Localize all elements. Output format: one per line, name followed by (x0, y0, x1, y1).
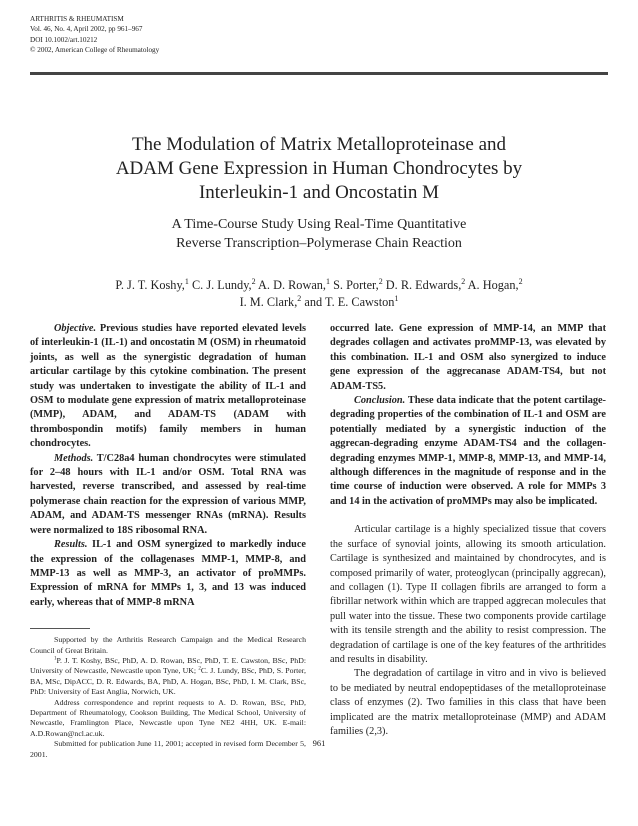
title-line-3: Interleukin-1 and Oncostatin M (198, 182, 440, 203)
article-subtitle (30, 215, 608, 253)
abstract-methods (30, 452, 306, 538)
author-affiliation: 1 (394, 293, 399, 303)
author-affiliation: 2 (518, 276, 523, 286)
authors-line-1 (30, 277, 608, 294)
author-affiliation: 2 (251, 276, 256, 286)
footnote-submission: Submitted for publication June 11, 2001; accepted in revised form December 5, 2001. (30, 739, 306, 759)
subtitle-line-1: A Time-Course Study Using Real-Time Quantitative (171, 217, 467, 232)
footnote-correspondence: Address correspondence and reprint requests to A. D. Rowan, BSc, PhD, Department of Rheumatology, Cookson Building, The Medical School, University of Newcastle, Framlington Place, Newcastle upon Tyne NE2 4HH, UK. E-mail: A.D.Rowan@ncl.ac.uk. (30, 697, 306, 738)
conclusion-text: These data indicate that the potent cartilage-degrading properties of the combination of IL-1 and OSM are potentially mediated by a synergistic induction of the aggrecan-degrading enzyme ADAM-TS4 and the collagen-degrading enzymes MMP-1, MMP-8, MMP-13, and MMP-14, although differences in the magnitude of response and in the time course of induction were observed. A role for MMPs 3 and 14 in the activation of proMMPs may also be implicated. (330, 395, 606, 507)
author-affiliation: 2 (378, 276, 383, 286)
author-name: P. J. T. Koshy, (115, 278, 185, 292)
abstract-conclusion (330, 394, 606, 509)
author-name: C. J. Lundy, (188, 278, 252, 292)
journal-header (30, 14, 159, 56)
page-number: 961 (312, 738, 326, 748)
footnote-rule (30, 628, 90, 629)
author-name: A. D. Rowan, (255, 278, 327, 292)
objective-text: Previous studies have reported elevated levels of interleukin-1 (IL-1) and oncostatin M (OSM) in rheumatoid joints, as well as the synergistic degradation of human articular cartilage by this cytokine combination. The present study was undertaken to investigate the ability of IL-1 and OSM to modulate gene expression of matrix metalloproteinase (MMP), ADAM, and ADAM-TS (ADAM with thrombospondin motifs) family members in human chondrocytes. (30, 323, 306, 450)
article-title (30, 133, 608, 205)
body-paragraph-2: The degradation of cartilage in vitro and in vivo is believed to be mediated by neutral endopeptidases of the metalloproteinase class of enzymes (2). Two families in this class that have been implicated are the matrix metalloproteinase (MMP) and ADAM families (2,3). (330, 668, 606, 737)
authors-line-2 (30, 294, 608, 311)
abstract-results (30, 538, 306, 610)
methods-text: T/C28a4 human chondrocytes were stimulated for 2–48 hours with IL-1 and/or OSM. Total RNA was harvested, reverse transcribed, and assessed by real-time polymerase chain reaction for the expression of various MMP, ADAM, and ADAM-TS messenger RNAs (mRNA). Results were normalized to 18S ribosomal RNA. (30, 452, 306, 536)
footnote-affiliation-1: P. J. T. Koshy, BSc, PhD, A. D. Rowan, BSc, PhD, T. E. Cawston, BSc, PhD: University of Newcastle, Newcastle upon Tyne, UK; (30, 655, 306, 676)
title-line-2: ADAM Gene Expression in Human Chondrocytes by (115, 158, 523, 179)
author-name: and T. E. Cawston (301, 295, 395, 309)
author-affiliation: 1 (184, 276, 189, 286)
journal-copyright: © 2002, American College of Rheumatology (30, 46, 160, 55)
footnote-mark: 2 (198, 665, 201, 672)
author-name: I. M. Clark, (239, 295, 298, 309)
journal-doi: DOI 10.1002/art.10212 (30, 35, 98, 44)
journal-name: ARTHRITIS & RHEUMATISM (30, 15, 124, 23)
right-column (330, 322, 606, 739)
left-column (30, 322, 306, 760)
journal-volume: Vol. 46, No. 4, April 2002, pp 961–967 (30, 25, 143, 34)
abstract-results-continued: occurred late. Gene expression of MMP-14, an MMP that degrades collagen and activates proMMP-13, was elevated by this combination. IL-1 and OSM also synergized to induce gene expression of the aggrecanase ADAM-TS4, but not ADAM-TS5. (330, 323, 606, 392)
footnote-affiliation-2: C. J. Lundy, BSc, PhD, S. Porter, BA, MSc, DipACC, D. R. Edwards, BA, PhD, A. Hogan, BSc, PhD, I. M. Clark, BSc, PhD: University of East Anglia, Norwich, UK. (30, 666, 306, 697)
header-rule (30, 72, 608, 75)
author-affiliation: 2 (297, 293, 302, 303)
author-name: A. Hogan, (465, 278, 519, 292)
footnote-mark: 1 (54, 655, 57, 662)
objective-label: Objective. (54, 323, 97, 334)
conclusion-label: Conclusion. (354, 395, 406, 407)
author-name: D. R. Edwards, (382, 278, 462, 292)
author-affiliation: 1 (326, 276, 331, 286)
footnote-affiliations (30, 656, 306, 698)
body-paragraph-1: Articular cartilage is a highly specialized tissue that covers the surface of synovial joints, allowing its smooth articulation. Cartilage is synthesized and maintained by chondrocytes, and is composed primarily of water, proteoglycan (principally aggrecan), and collagen (1). Type II collagen fibrils are arranged to form a fibrillar network within which are trapped aggrecan molecules that pull water into the tissue. These two components provide cartilage with its tensile strength and the ability to resist compression. The degradation of cartilage is one of the key features of the arthritides and results in disability. (330, 524, 606, 665)
author-list (30, 277, 608, 311)
footnote-support: Supported by the Arthritis Research Campaign and the Medical Research Council of Great Britain. (30, 635, 306, 655)
methods-label: Methods. (54, 452, 94, 464)
subtitle-line-2: Reverse Transcription–Polymerase Chain Reaction (176, 236, 462, 251)
author-affiliation: 2 (461, 276, 466, 286)
author-name: S. Porter, (330, 278, 379, 292)
title-line-1: The Modulation of Matrix Metalloproteinase and (131, 134, 507, 155)
abstract-objective (30, 322, 306, 452)
results-text: IL-1 and OSM synergized to markedly induce the expression of the collagenases MMP-1, MMP-8, and MMP-13 as well as MMP-3, an activator of proMMPs. Expression of mRNA for MMPs 1, 3, and 13 was induced early, whereas that of MMP-8 mRNA (30, 539, 306, 608)
results-label: Results. (54, 539, 88, 551)
